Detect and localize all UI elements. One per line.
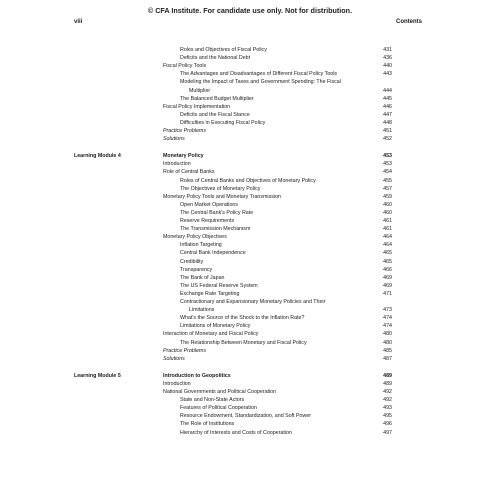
toc-entry-title: The Advantages and Disadvantages of Different Fiscal Policy Tools [180, 71, 338, 78]
toc-entry-title: Deficits and the National Debt [180, 55, 251, 62]
toc-entry[interactable] [0, 169, 500, 177]
toc-entry-page: 471 [383, 290, 392, 297]
toc-entry[interactable] [0, 315, 500, 323]
toc-entry-title: State and Non-State Actors [180, 397, 245, 404]
toc-entry[interactable] [0, 242, 500, 250]
toc-entry-page: 493 [383, 405, 392, 412]
toc-entry-page: 461 [383, 226, 392, 233]
toc-entry-title: Open Market Operations [180, 201, 238, 208]
toc-entry-title: Inflation Targeting [180, 242, 222, 249]
toc-entry[interactable] [0, 340, 500, 348]
toc-entry-page: 497 [383, 429, 392, 436]
toc-entry-page: 454 [383, 169, 392, 176]
toc-entry[interactable] [0, 421, 500, 429]
toc-entry-title: Roles and Objectives of Fiscal Policy [180, 47, 267, 53]
toc-entry[interactable] [0, 128, 500, 136]
toc-entry[interactable] [0, 267, 500, 275]
toc-entry-page: 431 [383, 47, 392, 53]
toc-entry-page: 453 [383, 161, 392, 168]
toc-entry-title: Interaction of Monetary and Fiscal Policy [163, 331, 259, 338]
toc-entry[interactable] [0, 47, 500, 55]
toc-entry-page: 496 [383, 421, 392, 428]
toc-entry-page: 485 [383, 347, 392, 354]
toc-entry[interactable] [0, 55, 500, 63]
toc-entry-title: The Central Bank's Policy Rate [180, 209, 254, 216]
toc-entry[interactable] [0, 210, 500, 218]
toc-entry[interactable] [0, 373, 500, 381]
toc-entry-title: Difficulties in Executing Fiscal Policy [180, 119, 266, 126]
toc-entry-page: 451 [383, 128, 392, 134]
toc-entry-page: 465 [383, 250, 392, 257]
toc-entry[interactable] [0, 226, 500, 234]
toc-entry-title: Multiplier [189, 87, 211, 94]
toc-entry-page: 447 [383, 111, 392, 118]
toc-entry-title: The Relationship Between Monetary and Fiscal Policy [180, 339, 307, 346]
toc-entry-title: National Governments and Political Cooperation [163, 389, 277, 395]
toc-entry[interactable] [0, 202, 500, 210]
toc-entry-title: The Role of Institutions [180, 421, 235, 428]
toc-entry-page: 489 [383, 380, 392, 387]
toc-entry-page: 495 [383, 413, 392, 420]
toc-entry-title: The Transmission Mechanism [180, 226, 251, 233]
toc-entry[interactable] [0, 405, 500, 413]
toc-entry-title: Credibility [180, 258, 204, 265]
toc-entry[interactable] [0, 259, 500, 267]
toc-entry[interactable] [0, 291, 500, 299]
toc-entry[interactable] [0, 194, 500, 202]
toc-entry-title: The Balanced Budget Multiplier [180, 95, 254, 102]
toc-entry-page: 460 [383, 209, 392, 216]
toc-entry-page: 461 [383, 218, 392, 224]
toc-entry[interactable] [0, 250, 500, 258]
toc-entry-title: Solutions [163, 355, 185, 362]
toc-entry[interactable] [0, 120, 500, 128]
toc-entry[interactable] [0, 112, 500, 120]
toc-entry-page: 443 [383, 71, 392, 78]
toc-entry-title: Transparency [180, 266, 213, 273]
toc-entry-page: 489 [383, 372, 392, 379]
toc-entry-title: Practice Problems [163, 128, 206, 134]
toc-entry[interactable] [0, 323, 500, 331]
toc-entry[interactable] [0, 348, 500, 356]
toc-entry-page: 457 [383, 185, 392, 192]
toc-entry-title: The Bank of Japan [180, 274, 225, 281]
toc-entry-title: Fiscal Policy Tools [163, 63, 207, 70]
toc-entry-title: Monetary Policy Objectives [163, 234, 227, 241]
toc-entry-title: Central Bank Independence [180, 250, 246, 257]
toc-entry-page: 473 [383, 307, 392, 314]
toc-entry-title: Introduction [163, 161, 191, 168]
toc-entry[interactable] [0, 104, 500, 112]
toc-entry-title: Hierarchy of Interests and Costs of Cooperation [180, 429, 292, 436]
toc-entry[interactable] [0, 356, 500, 364]
toc-entry-page: 469 [383, 282, 392, 289]
toc-entry-title: Roles of Central Banks and Objectives of Monetary Policy [180, 177, 316, 184]
toc-entry-title: Role of Central Banks [163, 169, 215, 176]
toc-entry-page: 487 [383, 355, 392, 362]
page-number: viii [74, 19, 83, 25]
toc-entry-page: 453 [383, 153, 392, 160]
toc-entry-page: 492 [383, 397, 392, 404]
toc-entry-page: 469 [383, 274, 392, 281]
toc-entry-page: 474 [383, 315, 392, 322]
toc-entry-title: Modeling the Impact of Taxes and Government Spending: The Fiscal [180, 79, 341, 86]
toc-entry[interactable] [0, 63, 500, 71]
toc-entry-title: The Objectives of Monetary Policy [180, 185, 261, 192]
toc-entry[interactable] [0, 96, 500, 104]
module-label: Learning Module 4 [74, 153, 121, 160]
toc-entry-page: 455 [383, 177, 392, 184]
toc-entry[interactable] [0, 275, 500, 283]
toc-entry-page: 480 [383, 331, 392, 338]
toc-entry-page: 460 [383, 201, 392, 208]
toc-entry-title: Solutions [163, 136, 185, 143]
toc-entry-title: Contractionary and Expansionary Monetary Policies and Their [180, 299, 326, 305]
toc-entry-page: 465 [383, 258, 392, 265]
toc-entry[interactable] [0, 79, 500, 87]
toc-entry-page: 474 [383, 323, 392, 330]
watermark: © CFA Institute. For candidate use only. Not for distribution. [147, 6, 353, 15]
toc-entry[interactable] [0, 153, 500, 161]
toc-entry[interactable] [0, 307, 500, 315]
toc-entry-title: Limitations [189, 307, 215, 314]
toc-entry-title: Deficits and the Fiscal Stance [180, 111, 250, 118]
toc-entry[interactable] [0, 178, 500, 186]
toc-entry-title: What's the Source of the Shock to the Inflation Rate? [180, 315, 305, 322]
toc-entry[interactable] [0, 234, 500, 242]
toc-entry[interactable] [0, 218, 500, 226]
toc-entry-title: The US Federal Reserve System [180, 282, 258, 289]
toc-entry[interactable] [0, 283, 500, 291]
toc-entry[interactable] [0, 161, 500, 169]
section-label: Contents [396, 19, 422, 25]
toc-entry-page: 452 [383, 136, 392, 143]
toc-entry[interactable] [0, 88, 500, 96]
toc-entry[interactable] [0, 381, 500, 389]
toc-entry[interactable] [0, 299, 500, 307]
toc-entry[interactable] [0, 331, 500, 339]
toc-entry[interactable] [0, 136, 500, 144]
toc-entry-title: Practice Problems [163, 347, 206, 354]
toc-entry-title: Introduction to Geopolitics [163, 372, 231, 379]
toc-entry-page: 440 [383, 63, 392, 70]
toc-entry[interactable] [0, 71, 500, 79]
toc-entry-page: 459 [383, 193, 392, 200]
toc-entry-page: 492 [383, 389, 392, 395]
toc-entry-page: 446 [383, 103, 392, 110]
toc-entry[interactable] [0, 397, 500, 405]
toc-entry-title: Monetary Policy [163, 153, 204, 160]
toc-entry-title: Introduction [163, 380, 191, 387]
toc-entry-title: Monetary Policy Tools and Monetary Transmission [163, 193, 281, 200]
toc-entry-page: 448 [383, 119, 392, 126]
toc-entry[interactable] [0, 186, 500, 194]
toc-entry-page: 464 [383, 242, 392, 249]
toc-entry-page: 445 [383, 95, 392, 102]
toc-entry-title: Fiscal Policy Implementation [163, 103, 231, 110]
toc-entry[interactable] [0, 389, 500, 397]
toc-entry-page: 444 [383, 87, 392, 94]
toc-entry-title: Features of Political Cooperation [180, 405, 257, 412]
toc-entry-title: Resource Endowment, Standardization, and Soft Power [180, 413, 312, 420]
toc-entry[interactable] [0, 430, 500, 438]
toc-entry-page: 436 [383, 55, 392, 62]
toc-entry-title: Exchange Rate Targeting [180, 290, 240, 297]
module-label: Learning Module 5 [74, 372, 121, 379]
toc-entry-title: Limitations of Monetary Policy [180, 323, 251, 330]
toc-entry-page: 480 [383, 339, 392, 346]
toc-entry-page: 466 [383, 266, 392, 273]
toc-entry-page: 464 [383, 234, 392, 241]
toc-entry[interactable] [0, 413, 500, 421]
toc-entry-title: Reserve Requirements [180, 218, 235, 224]
